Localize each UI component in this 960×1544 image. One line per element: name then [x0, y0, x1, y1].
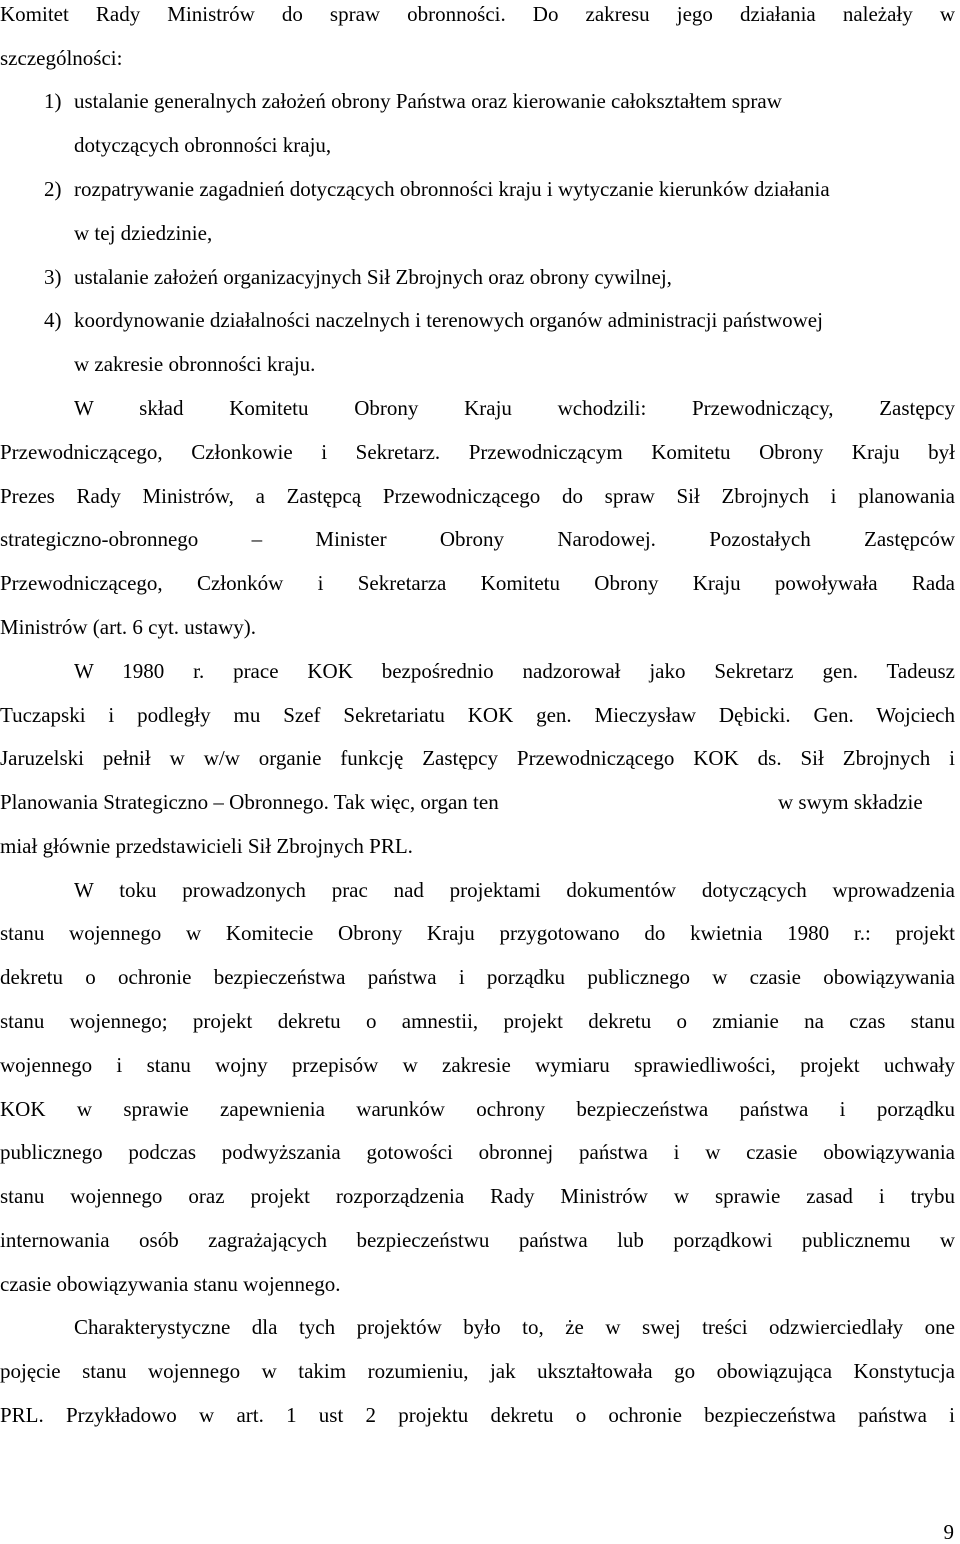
- text-line: Jaruzelski pełnił w w/w organie funkcję Zastępcy Przewodniczącego KOK ds. Sił Zbrojnych i: [0, 746, 955, 770]
- list-item: [44, 264, 955, 290]
- text-line: dotyczących obronności kraju,: [74, 133, 332, 157]
- text-line: wojennego i stanu wojny przepisów w zakresie wymiaru sprawiedliwości, projekt uchwały: [0, 1053, 955, 1077]
- text-line: Komitet Rady Ministrów do spraw obronności. Do zakresu jego działania należały w: [0, 2, 955, 26]
- text-line: internowania osób zagrażających bezpieczeństwu państwa lub porządkowi publicznemu w: [0, 1228, 955, 1252]
- text-line: W toku prowadzonych prac nad projektami dokumentów dotyczących wprowadzenia: [74, 878, 955, 902]
- list-item-text: rozpatrywanie zagadnień dotyczących obronności kraju i wytyczanie kierunków działania: [74, 177, 830, 201]
- text-line: W skład Komitetu Obrony Kraju wchodzili: Przewodniczący, Zastępcy: [74, 396, 955, 420]
- list-item: [44, 307, 955, 333]
- text-line: KOK w sprawie zapewnienia warunków ochrony bezpieczeństwa państwa i porządku: [0, 1097, 955, 1121]
- text-line: w zakresie obronności kraju.: [74, 352, 316, 376]
- text-segment: Planowania Strategiczno – Obronnego. Tak więc, organ ten: [0, 790, 499, 814]
- text-line: Przewodniczącego, Członków i Sekretarza Komitetu Obrony Kraju powoływała Rada: [0, 571, 955, 595]
- text-line: w tej dziedzinie,: [74, 221, 213, 245]
- list-number: 2): [44, 177, 62, 201]
- text-line: miał głównie przedstawicieli Sił Zbrojnych PRL.: [0, 834, 413, 858]
- text-line: czasie obowiązywania stanu wojennego.: [0, 1272, 341, 1296]
- text-line: Przewodniczącego, Członkowie i Sekretarz. Przewodniczącym Komitetu Obrony Kraju był: [0, 440, 955, 464]
- text-line: stanu wojennego; projekt dekretu o amnestii, projekt dekretu o zmianie na czas stanu: [0, 1009, 955, 1033]
- text-line: pojęcie stanu wojennego w takim rozumieniu, jak ukształtowała go obowiązująca Konstytucja: [0, 1359, 955, 1383]
- list-item-text: ustalanie generalnych założeń obrony Państwa oraz kierowanie całokształtem spraw: [74, 89, 782, 113]
- text-line: Prezes Rady Ministrów, a Zastępcą Przewodniczącego do spraw Sił Zbrojnych i planowania: [0, 484, 955, 508]
- list-number: 1): [44, 89, 62, 113]
- text-line: strategiczno-obronnego – Minister Obrony Narodowej. Pozostałych Zastępców: [0, 527, 955, 551]
- text-line: W 1980 r. prace KOK bezpośrednio nadzorował jako Sekretarz gen. Tadeusz: [74, 659, 955, 683]
- text-line: publicznego podczas podwyższania gotowości obronnej państwa i w czasie obowiązywania: [0, 1140, 955, 1164]
- list-item: [44, 88, 955, 114]
- text-segment: w swym składzie: [778, 790, 923, 814]
- text-line: [0, 789, 955, 815]
- text-line: dekretu o ochronie bezpieczeństwa państwa i porządku publicznego w czasie obowiązywania: [0, 965, 955, 989]
- text-line: Charakterystyczne dla tych projektów było to, że w swej treści odzwierciedlały one: [74, 1315, 955, 1339]
- list-item-text: ustalanie założeń organizacyjnych Sił Zbrojnych oraz obrony cywilnej,: [74, 265, 672, 289]
- text-line: PRL. Przykładowo w art. 1 ust 2 projektu dekretu o ochronie bezpieczeństwa państwa i: [0, 1403, 955, 1427]
- text-line: Tuczapski i podległy mu Szef Sekretariatu KOK gen. Mieczysław Dębicki. Gen. Wojciech: [0, 703, 955, 727]
- page-number: 9: [943, 1520, 954, 1544]
- text-line: stanu wojennego w Komitecie Obrony Kraju przygotowano do kwietnia 1980 r.: projekt: [0, 921, 955, 945]
- text-line: stanu wojennego oraz projekt rozporządzenia Rady Ministrów w sprawie zasad i trybu: [0, 1184, 955, 1208]
- list-number: 4): [44, 308, 62, 332]
- list-item: [44, 176, 955, 202]
- text-line: szczególności:: [0, 46, 123, 70]
- list-item-text: koordynowanie działalności naczelnych i terenowych organów administracji państwowej: [74, 308, 823, 332]
- text-line: Ministrów (art. 6 cyt. ustawy).: [0, 615, 257, 639]
- list-number: 3): [44, 265, 62, 289]
